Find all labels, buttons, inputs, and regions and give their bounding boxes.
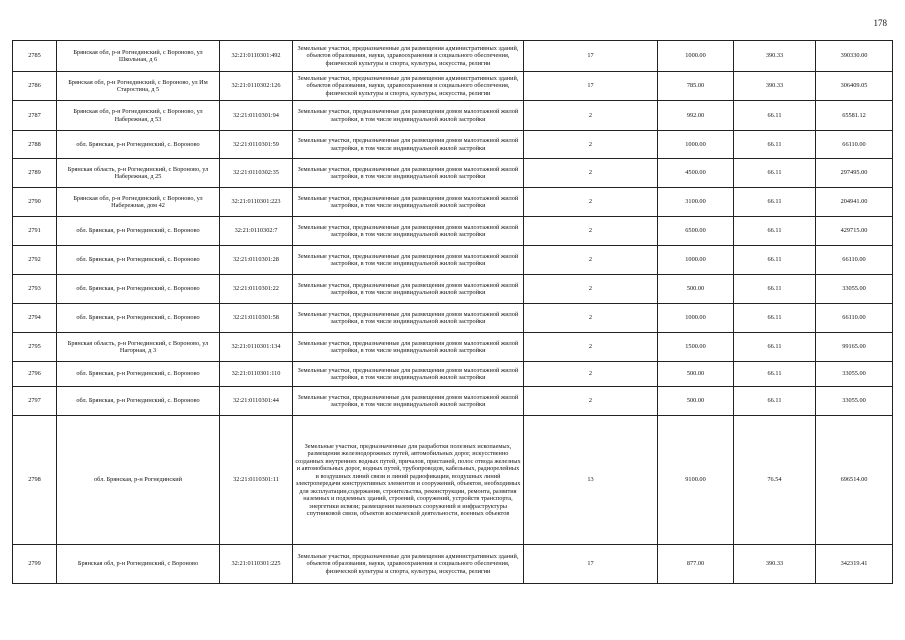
address-cell: обл. Брянская, р-н Рогнединский, с. Вороново [57,275,220,304]
row-number-cell: 2794 [13,304,57,333]
address-cell: обл. Брянская, р-н Рогнединский, с. Вороново [57,362,220,387]
use-group-cell: 2 [524,333,658,362]
area-cell: 1000.00 [658,304,734,333]
address-cell: обл. Брянская, р-н Рогнединский, с. Вороново [57,246,220,275]
land-use-cell: Земельные участки, предназначенные для размещения административных зданий, объектов образования, науки, здравоохранения и социального обеспечения, физической культуры и спорта, культуры, искусства, религии [293,41,524,72]
land-use-cell: Земельные участки, предназначенные для размещения домов малоэтажной жилой застройки, в том числе индивидуальной жилой застройки [293,246,524,275]
specific-value-cell: 66.11 [734,333,816,362]
specific-value-cell: 66.11 [734,387,816,416]
land-use-cell: Земельные участки, предназначенные для размещения домов малоэтажной жилой застройки, в том числе индивидуальной жилой застройки [293,333,524,362]
land-use-cell: Земельные участки, предназначенные для разработки полезных ископаемых, размещения железнодорожных путей, автомобильных дорог, искусственно созданных внутренних водных путей, причалов, пристаней, полос отвода железных и автомобильных дорог, водных путей, трубопроводов, кабельных, радиорелейных и воздушных линий связи и линий радиофикации, воздушных линий электропередачи конструктивных элементов и сооружений, объектов, необходимых для эксплуатации,содержания, строительства, реконструкции, ремонта, развития наземных и подземных зданий, строений, сооружений, устройств транспорта, энергетики исвязи; размещения наземных сооружений и инфраструктуры спутниковой связи, объектов космической деятельности, военных объектов [293,416,524,545]
row-number-cell: 2795 [13,333,57,362]
row-number-cell: 2789 [13,159,57,188]
specific-value-cell: 66.11 [734,304,816,333]
use-group-cell: 2 [524,304,658,333]
table-row [13,362,893,387]
table-row [13,188,893,217]
cadastral-number-cell: 32:21:0110301:22 [220,275,293,304]
cadastral-value-cell: 66110.00 [816,304,893,333]
cadastral-value-cell: 297495.00 [816,159,893,188]
specific-value-cell: 66.11 [734,159,816,188]
table-row [13,159,893,188]
area-cell: 1000.00 [658,131,734,159]
land-use-cell: Земельные участки, предназначенные для размещения домов малоэтажной жилой застройки, в том числе индивидуальной жилой застройки [293,362,524,387]
specific-value-cell: 66.11 [734,362,816,387]
use-group-cell: 2 [524,246,658,275]
cadastral-number-cell: 32:21:0110301:28 [220,246,293,275]
area-cell: 992.00 [658,101,734,131]
specific-value-cell: 66.11 [734,188,816,217]
use-group-cell: 2 [524,188,658,217]
specific-value-cell: 390.33 [734,41,816,72]
use-group-cell: 2 [524,387,658,416]
cadastral-value-cell: 429715.00 [816,217,893,246]
land-use-cell: Земельные участки, предназначенные для размещения домов малоэтажной жилой застройки, в том числе индивидуальной жилой застройки [293,387,524,416]
area-cell: 6500.00 [658,217,734,246]
cadastral-number-cell: 32:21:0110301:59 [220,131,293,159]
cadastral-number-cell: 32:21:0110301:94 [220,101,293,131]
table-row [13,41,893,72]
table-row [13,246,893,275]
cadastral-value-cell: 33055.00 [816,387,893,416]
table-row [13,333,893,362]
area-cell: 500.00 [658,362,734,387]
use-group-cell: 2 [524,362,658,387]
land-use-cell: Земельные участки, предназначенные для размещения домов малоэтажной жилой застройки, в том числе индивидуальной жилой застройки [293,304,524,333]
cadastral-value-cell: 65581.12 [816,101,893,131]
row-number-cell: 2797 [13,387,57,416]
land-use-cell: Земельные участки, предназначенные для размещения домов малоэтажной жилой застройки, в том числе индивидуальной жилой застройки [293,159,524,188]
row-number-cell: 2791 [13,217,57,246]
row-number-cell: 2793 [13,275,57,304]
specific-value-cell: 66.11 [734,217,816,246]
specific-value-cell: 76.54 [734,416,816,545]
area-cell: 500.00 [658,275,734,304]
specific-value-cell: 66.11 [734,275,816,304]
table-row [13,72,893,101]
table-row [13,387,893,416]
table-row [13,545,893,584]
area-cell: 500.00 [658,387,734,416]
cadastral-value-cell: 306409.05 [816,72,893,101]
table-row [13,416,893,545]
use-group-cell: 17 [524,41,658,72]
land-use-cell: Земельные участки, предназначенные для размещения домов малоэтажной жилой застройки, в том числе индивидуальной жилой застройки [293,131,524,159]
area-cell: 9100.00 [658,416,734,545]
area-cell: 877.00 [658,545,734,584]
address-cell: обл. Брянская, р-н Рогнединский [57,416,220,545]
table-row [13,304,893,333]
use-group-cell: 13 [524,416,658,545]
cadastral-number-cell: 32:21:0110301:11 [220,416,293,545]
row-number-cell: 2790 [13,188,57,217]
address-cell: Брянская область, р-н Рогнединский, с Вороново, ул Нагорная, д 3 [57,333,220,362]
cadastral-number-cell: 32:21:0110301:225 [220,545,293,584]
cadastral-number-cell: 32:21:0110302:35 [220,159,293,188]
row-number-cell: 2796 [13,362,57,387]
row-number-cell: 2798 [13,416,57,545]
area-cell: 3100.00 [658,188,734,217]
land-use-cell: Земельные участки, предназначенные для размещения домов малоэтажной жилой застройки, в том числе индивидуальной жилой застройки [293,101,524,131]
specific-value-cell: 390.33 [734,72,816,101]
cadastral-number-cell: 32:21:0110301:44 [220,387,293,416]
use-group-cell: 2 [524,275,658,304]
cadastral-number-cell: 32:21:0110302:7 [220,217,293,246]
cadastral-value-cell: 99165.00 [816,333,893,362]
cadastral-value-cell: 204941.00 [816,188,893,217]
area-cell: 1500.00 [658,333,734,362]
row-number-cell: 2787 [13,101,57,131]
cadastral-value-cell: 342319.41 [816,545,893,584]
specific-value-cell: 66.11 [734,131,816,159]
use-group-cell: 17 [524,72,658,101]
cadastral-value-cell: 33055.00 [816,275,893,304]
specific-value-cell: 66.11 [734,101,816,131]
land-use-cell: Земельные участки, предназначенные для размещения административных зданий, объектов образования, науки, здравоохранения и социального обеспечения, физической культуры и спорта, культуры, искусства, религии [293,72,524,101]
land-use-cell: Земельные участки, предназначенные для размещения административных зданий, объектов образования, науки, здравоохранения и социального обеспечения, физической культуры и спорта, культуры, искусства, религии [293,545,524,584]
table-row [13,101,893,131]
row-number-cell: 2786 [13,72,57,101]
row-number-cell: 2799 [13,545,57,584]
address-cell: обл. Брянская, р-н Рогнединский, с. Вороново [57,217,220,246]
area-cell: 4500.00 [658,159,734,188]
cadastral-value-cell: 390330.00 [816,41,893,72]
address-cell: Брянская область, р-н Рогнединский, с Вороново, ул Набережная, д 25 [57,159,220,188]
use-group-cell: 2 [524,159,658,188]
row-number-cell: 2785 [13,41,57,72]
use-group-cell: 2 [524,217,658,246]
cadastral-number-cell: 32:21:0110301:110 [220,362,293,387]
address-cell: Брянская обл, р-н Рогнединский, с Вороново, ул Набережная, дом 42 [57,188,220,217]
use-group-cell: 2 [524,131,658,159]
land-use-cell: Земельные участки, предназначенные для размещения домов малоэтажной жилой застройки, в том числе индивидуальной жилой застройки [293,217,524,246]
area-cell: 1000.00 [658,246,734,275]
address-cell: Брянская обл, р-н Рогнединский, с Вороново, ул Им Старостина, д 5 [57,72,220,101]
address-cell: обл. Брянская, р-н Рогнединский, с. Вороново [57,131,220,159]
cadastral-value-cell: 696514.00 [816,416,893,545]
table-row [13,217,893,246]
address-cell: Брянская обл, р-н Рогнединский, с Вороново [57,545,220,584]
cadastral-number-cell: 32:21:0110301:134 [220,333,293,362]
cadastral-value-cell: 66110.00 [816,246,893,275]
cadastral-value-cell: 33055.00 [816,362,893,387]
cadastral-number-cell: 32:21:0110301:492 [220,41,293,72]
address-cell: Брянская обл, р-н Рогнединский, с Вороново, ул Школьная, д 6 [57,41,220,72]
table-row [13,131,893,159]
row-number-cell: 2792 [13,246,57,275]
cadastral-value-table [12,40,893,584]
page-number: 178 [873,18,887,28]
cadastral-number-cell: 32:21:0110302:126 [220,72,293,101]
row-number-cell: 2788 [13,131,57,159]
table-row [13,275,893,304]
use-group-cell: 17 [524,545,658,584]
land-use-cell: Земельные участки, предназначенные для размещения домов малоэтажной жилой застройки, в том числе индивидуальной жилой застройки [293,188,524,217]
address-cell: обл. Брянская, р-н Рогнединский, с. Вороново [57,387,220,416]
area-cell: 785.00 [658,72,734,101]
land-use-cell: Земельные участки, предназначенные для размещения домов малоэтажной жилой застройки, в том числе индивидуальной жилой застройки [293,275,524,304]
cadastral-value-cell: 66110.00 [816,131,893,159]
specific-value-cell: 390.33 [734,545,816,584]
use-group-cell: 2 [524,101,658,131]
specific-value-cell: 66.11 [734,246,816,275]
cadastral-number-cell: 32:21:0110301:223 [220,188,293,217]
address-cell: Брянская обл, р-н Рогнединский, с Вороново, ул Набережная, д 53 [57,101,220,131]
cadastral-number-cell: 32:21:0110301:58 [220,304,293,333]
area-cell: 1000.00 [658,41,734,72]
address-cell: обл. Брянская, р-н Рогнединский, с. Вороново [57,304,220,333]
